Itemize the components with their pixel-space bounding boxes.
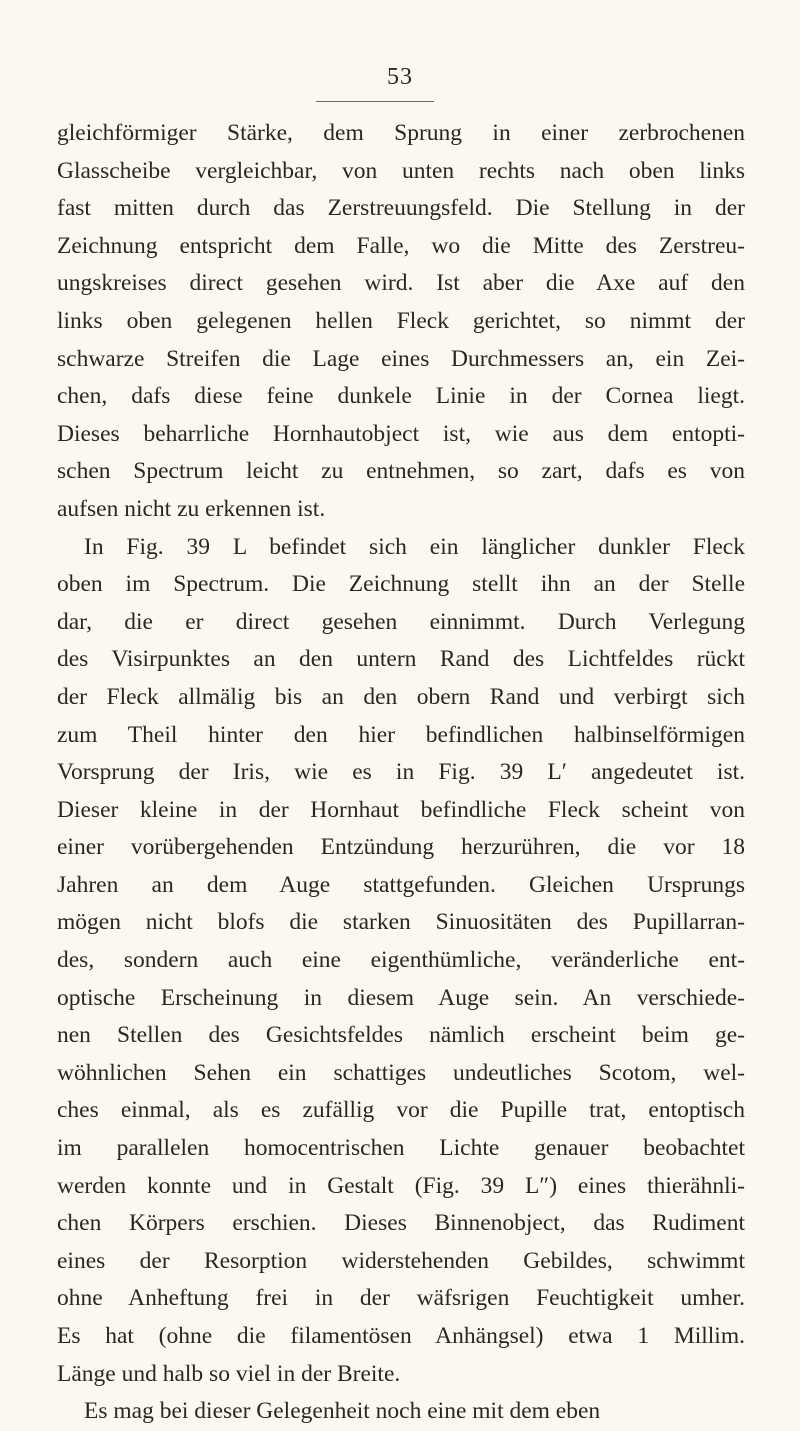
page-number: 53 xyxy=(387,64,413,90)
text-line: wöhnlichen Sehen ein schattiges undeutliches Scotom, wel- xyxy=(57,1059,745,1086)
text-line: chen, dafs diese feine dunkele Linie in der Cornea liegt. xyxy=(57,383,745,410)
header-rule xyxy=(316,101,434,102)
text-line: ches einmal, als es zufällig vor die Pupille trat, entoptisch xyxy=(57,1097,745,1124)
text-line: In Fig. 39 L befindet sich ein länglicher dunkler Fleck xyxy=(84,533,745,560)
text-line: Vorsprung der Iris, wie es in Fig. 39 L′ angedeutet ist. xyxy=(57,759,745,786)
text-line: schen Spectrum leicht zu entnehmen, so zart, dafs es von xyxy=(57,458,745,485)
text-line: Jahren an dem Auge stattgefunden. Gleichen Ursprungs xyxy=(57,871,745,898)
text-line: Es hat (ohne die filamentösen Anhängsel) etwa 1 Millim. xyxy=(57,1323,745,1349)
text-line: Glasscheibe vergleichbar, von unten rechts nach oben links xyxy=(57,157,745,184)
text-line: des, sondern auch eine eigenthümliche, veränderliche ent- xyxy=(57,947,745,974)
text-line: im parallelen homocentrischen Lichte genauer beobachtet xyxy=(57,1135,745,1162)
text-line: ungskreises direct gesehen wird. Ist aber die Axe auf den xyxy=(57,270,745,297)
text-line: Dieser kleine in der Hornhaut befindliche Fleck scheint von xyxy=(57,796,745,823)
text-line: aufsen nicht zu erkennen ist. xyxy=(57,495,326,522)
text-line: der Fleck allmälig bis an den obern Rand und verbirgt sich xyxy=(57,683,745,710)
text-line: ohne Anheftung frei in der wäfsrigen Feuchtigkeit umher. xyxy=(57,1285,745,1312)
text-line: chen Körpers erschien. Dieses Binnenobject, das Rudiment xyxy=(57,1210,745,1237)
text-line: schwarze Streifen die Lage eines Durchmessers an, ein Zei- xyxy=(57,345,745,372)
text-line: links oben gelegenen hellen Fleck gerichtet, so nimmt der xyxy=(57,307,745,334)
text-line: mögen nicht blofs die starken Sinuositäten des Pupillarran- xyxy=(57,909,745,936)
text-line: fast mitten durch das Zerstreuungsfeld. Die Stellung in der xyxy=(57,195,745,222)
text-line: gleichförmiger Stärke, dem Sprung in einer zerbrochenen xyxy=(57,120,745,146)
text-line: optische Erscheinung in diesem Auge sein. An verschiede- xyxy=(57,984,745,1011)
text-line: einer vorübergehenden Entzündung herzurühren, die vor 18 xyxy=(57,834,745,861)
text-line: Es mag bei dieser Gelegenheit noch eine mit dem eben xyxy=(84,1398,601,1425)
text-line: oben im Spectrum. Die Zeichnung stellt ihn an der Stelle xyxy=(57,571,745,598)
text-line: Zeichnung entspricht dem Falle, wo die Mitte des Zerstreu- xyxy=(57,232,745,259)
text-line: nen Stellen des Gesichtsfeldes nämlich erscheint beim ge- xyxy=(57,1022,745,1049)
text-line: zum Theil hinter den hier befindlichen halbinselförmigen xyxy=(57,721,745,748)
text-line: Länge und halb so viel in der Breite. xyxy=(57,1360,401,1387)
text-line: des Visirpunktes an den untern Rand des Lichtfeldes rückt xyxy=(57,646,745,673)
text-line: Dieses beharrliche Hornhautobject ist, wie aus dem entopti- xyxy=(57,420,745,447)
body-text xyxy=(57,115,745,1431)
text-line: werden konnte und in Gestalt (Fig. 39 L″) eines thierähnli- xyxy=(57,1172,745,1199)
text-line: eines der Resorption widerstehenden Gebildes, schwimmt xyxy=(57,1247,745,1274)
text-line: dar, die er direct gesehen einnimmt. Durch Verlegung xyxy=(57,608,745,635)
